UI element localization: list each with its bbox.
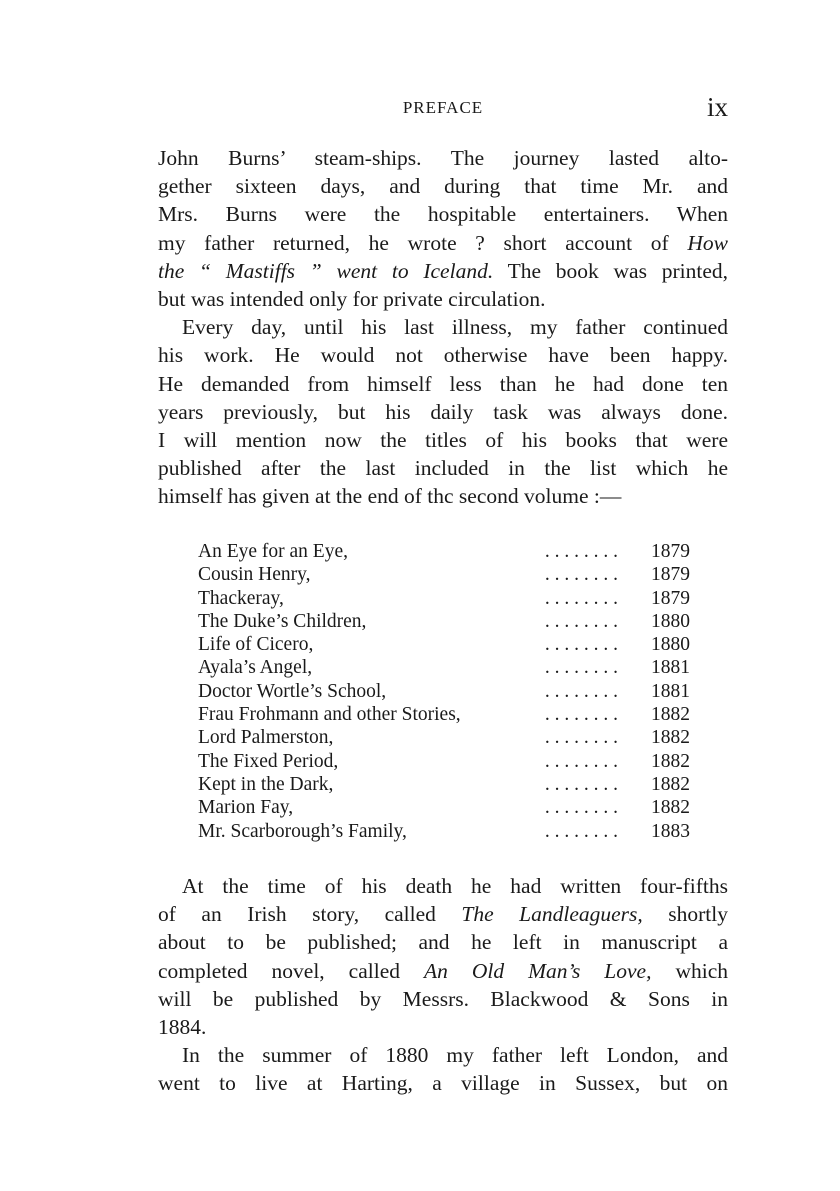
paragraph-2 — [158, 313, 728, 510]
text-span: of an Irish story, called — [158, 902, 462, 927]
paragraph-3 — [158, 872, 728, 1041]
book-year: 1881 — [651, 657, 690, 679]
italic-title: How — [687, 230, 728, 255]
dot-leader: . . . . . . . . — [544, 727, 618, 749]
dot-leader: . . . . . . . . — [544, 750, 618, 772]
book-list-row — [198, 820, 690, 843]
italic-title: An Old Man’s Love, — [424, 958, 652, 983]
text-line: 1884. — [158, 1014, 207, 1039]
book-list-row — [198, 633, 690, 656]
book-list-row — [198, 773, 690, 796]
book-list-row — [198, 656, 690, 679]
text-line: his work. He would not otherwise have been happy. — [158, 343, 728, 368]
text-span: completed novel, called — [158, 958, 425, 983]
book-year: 1882 — [651, 750, 690, 772]
book-title: Life of Cicero, — [198, 633, 319, 656]
text-line — [158, 229, 728, 257]
dot-leader: . . . . . . . . — [544, 680, 618, 702]
book-title: Marion Fay, — [198, 796, 299, 819]
text-span: which — [651, 958, 729, 983]
dot-leader: . . . . . . . . — [544, 797, 618, 819]
book-title: The Duke’s Children, — [198, 610, 372, 633]
dot-leader: . . . . . . . . — [544, 704, 618, 726]
book-year: 1881 — [651, 680, 690, 702]
book-title: Thackeray, — [198, 587, 290, 610]
text-line: himself has given at the end of thc second volume :— — [158, 484, 622, 509]
running-head: PREFACE — [402, 98, 484, 117]
text-line — [158, 957, 728, 985]
text-line: published after the last included in the list which he — [158, 456, 728, 481]
dot-leader: . . . . . . . . — [544, 564, 618, 586]
dot-leader: . . . . . . . . — [544, 587, 618, 609]
text-span: shortly — [642, 902, 729, 927]
book-title: Cousin Henry, — [198, 563, 316, 586]
book-list-row — [198, 587, 690, 610]
dot-leader: . . . . . . . . — [544, 610, 618, 632]
text-span: The book was printed, — [493, 258, 728, 283]
text-span: my father returned, he wrote — [158, 230, 476, 255]
text-line: At the time of his death he had written four-fifths — [182, 874, 728, 898]
book-title: Frau Frohmann and other Stories, — [198, 703, 467, 726]
book-list-row — [198, 703, 690, 726]
text-line — [158, 257, 728, 285]
book-list-row — [198, 680, 690, 703]
book-list-row — [198, 726, 690, 749]
text-line: gether sixteen days, and during that time Mr. and — [158, 174, 728, 199]
body-text-top — [158, 144, 728, 510]
text-line: went to live at Harting, a village in Sussex, but on — [158, 1071, 728, 1096]
book-title: Doctor Wortle’s School, — [198, 680, 392, 703]
text-line: will be published by Messrs. Blackwood & Sons in — [158, 986, 728, 1011]
text-span: ? — [475, 230, 485, 255]
dot-leader: . . . . . . . . — [544, 541, 618, 562]
dot-leader: . . . . . . . . — [544, 657, 618, 679]
body-text-bottom — [158, 872, 728, 1098]
book-year: 1880 — [651, 634, 690, 656]
book-year: 1882 — [651, 797, 690, 819]
text-line: He demanded from himself less than he had done ten — [158, 371, 728, 396]
dot-leader: . . . . . . . . — [544, 820, 618, 842]
page-header — [158, 92, 728, 126]
book-title: An Eye for an Eye, — [198, 540, 354, 563]
text-line: John Burns’ steam-ships. The journey lasted alto- — [158, 146, 728, 170]
text-line: Mrs. Burns were the hospitable entertainers. When — [158, 202, 728, 227]
text-line: years previously, but his daily task was always done. — [158, 399, 728, 424]
text-span: short account of — [484, 230, 688, 255]
book-year: 1882 — [651, 727, 690, 749]
italic-title: The Landleaguers, — [461, 902, 643, 927]
book-year: 1882 — [651, 773, 690, 795]
dot-leader: . . . . . . . . — [544, 634, 618, 656]
book-title: Ayala’s Angel, — [198, 656, 318, 679]
page-number: ix — [706, 92, 728, 122]
book-title: Mr. Scarborough’s Family, — [198, 820, 413, 843]
book-list-row — [198, 796, 690, 819]
text-line: I will mention now the titles of his books that were — [158, 427, 728, 452]
text-line: but was intended only for private circulation. — [158, 286, 546, 311]
paragraph-4 — [158, 1041, 728, 1097]
dot-leader: . . . . . . . . — [544, 773, 618, 795]
book-year: 1883 — [651, 820, 690, 842]
italic-title: the “ Mastiffs ” went to Iceland. — [158, 258, 494, 283]
book-list-row — [198, 750, 690, 773]
book-list-row — [198, 540, 690, 563]
text-line: In the summer of 1880 my father left London, and — [182, 1043, 728, 1068]
text-line — [158, 900, 728, 928]
book-list-row — [198, 610, 690, 633]
text-line: Every day, until his last illness, my father continued — [182, 315, 728, 340]
paragraph-1 — [158, 144, 728, 313]
book-list-row — [198, 563, 690, 586]
book-year: 1882 — [651, 704, 690, 726]
book-title: Lord Palmerston, — [198, 726, 339, 749]
book-year: 1879 — [651, 541, 690, 562]
book-title: The Fixed Period, — [198, 750, 344, 773]
book-year: 1879 — [651, 587, 690, 609]
book-year: 1880 — [651, 610, 690, 632]
book-year: 1879 — [651, 564, 690, 586]
book-title: Kept in the Dark, — [198, 773, 339, 796]
text-line: about to be published; and he left in manuscript a — [158, 930, 728, 955]
book-list — [198, 540, 690, 843]
